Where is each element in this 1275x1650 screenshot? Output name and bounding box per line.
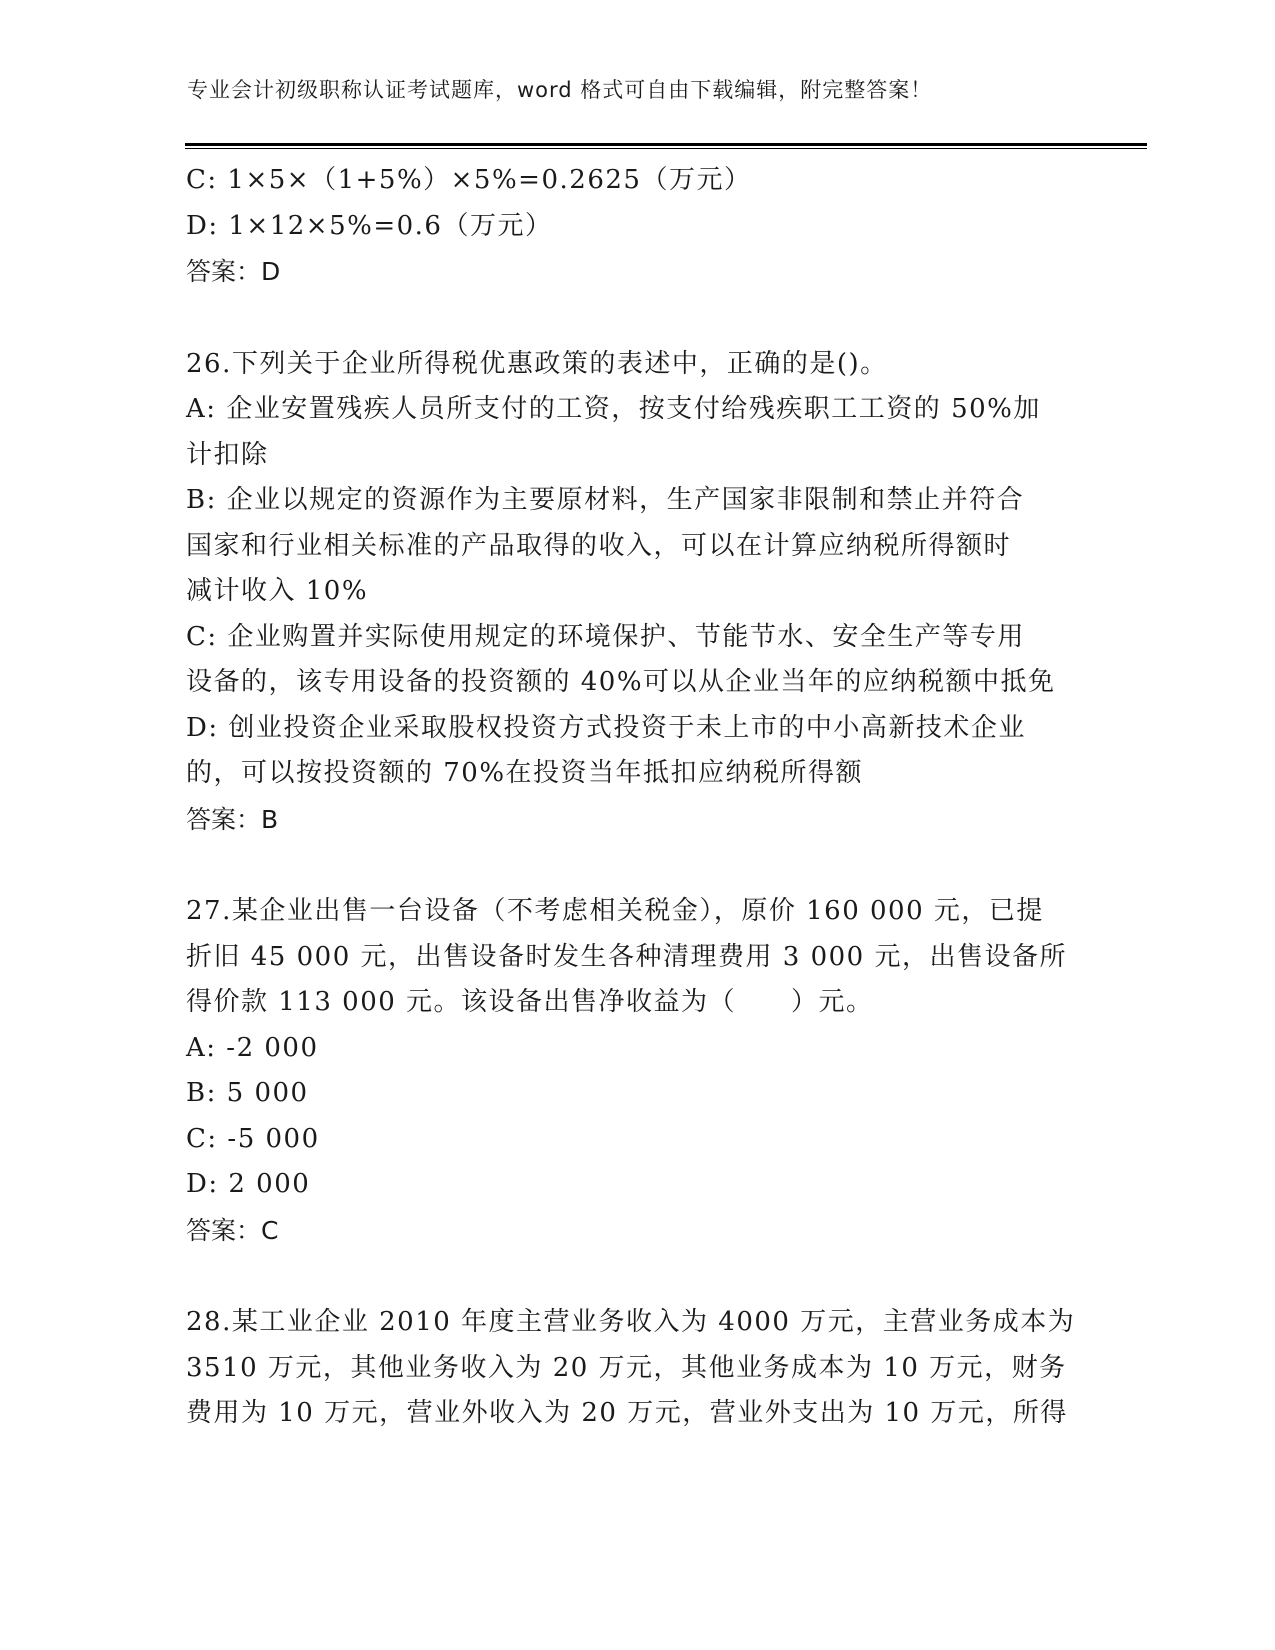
document-body (186, 158, 1086, 1437)
answer-line: 答案：C (186, 1215, 279, 1245)
option-a-line: 计扣除 (186, 439, 269, 470)
answer-line: 答案：D (186, 257, 281, 286)
question-stem-line: 28.某工业企业 2010 年度主营业务收入为 4000 万元，主营业务成本为 (186, 1307, 1076, 1337)
option-d: D: 1×12×5%=0.6（万元） (186, 210, 553, 241)
question-26 (186, 342, 1086, 843)
question-28 (186, 1300, 1086, 1437)
question-stem-line: 费用为 10 万元，营业外收入为 20 万元，营业外支出为 10 万元，所得 (186, 1398, 1068, 1428)
option-d: D: 2 000 (186, 1169, 311, 1199)
option-b-line: 国家和行业相关标准的产品取得的收入，可以在计算应纳税所得额时 (186, 530, 1012, 561)
question-stem-line: 折旧 45 000 元，出售设备时发生各种清理费用 3 000 元，出售设备所 (186, 941, 1067, 972)
question-25 (186, 158, 1086, 295)
question-stem-line: 得价款 113 000 元。该设备出售净收益为（ ）元。 (186, 987, 874, 1017)
question-stem-line: 27.某企业出售一台设备（不考虑相关税金），原价 160 000 元，已提 (186, 896, 1044, 926)
header-rule-thick (185, 143, 1147, 146)
option-a: A: -2 000 (186, 1032, 319, 1063)
option-a-line: A: 企业安置残疾人员所支付的工资，按支付给残疾职工工资的 50%加 (186, 394, 1041, 424)
header-rule-thin (185, 148, 1147, 149)
spacer (186, 295, 1086, 342)
answer-line: 答案：B (186, 804, 279, 834)
option-b: B: 5 000 (186, 1078, 309, 1108)
page-header: 专业会计初级职称认证考试题库，word 格式可自由下载编辑，附完整答案！ (187, 78, 933, 102)
question-27 (186, 889, 1086, 1253)
spacer (186, 1253, 1086, 1300)
option-d-line: D: 创业投资企业采取股权投资方式投资于未上市的中小高新技术企业 (186, 712, 1026, 743)
option-c-line: 设备的，该专用设备的投资额的 40%可以从企业当年的应纳税额中抵免 (186, 667, 1056, 697)
option-b-line: B: 企业以规定的资源作为主要原材料，生产国家非限制和禁止并符合 (186, 485, 1025, 515)
option-c: C: 1×5×（1+5%）×5%=0.2625（万元） (186, 165, 752, 195)
question-stem-line: 3510 万元，其他业务收入为 20 万元，其他业务成本为 10 万元，财务 (186, 1352, 1067, 1383)
option-b-line: 减计收入 10% (186, 576, 369, 606)
option-c: C: -5 000 (186, 1123, 320, 1154)
question-stem: 26.下列关于企业所得税优惠政策的表述中，正确的是()。 (186, 348, 888, 379)
option-d-line: 的，可以按投资额的 70%在投资当年抵扣应纳税所得额 (186, 758, 864, 788)
option-c-line: C: 企业购置并实际使用规定的环境保护、节能节水、安全生产等专用 (186, 621, 1025, 652)
spacer (186, 842, 1086, 889)
